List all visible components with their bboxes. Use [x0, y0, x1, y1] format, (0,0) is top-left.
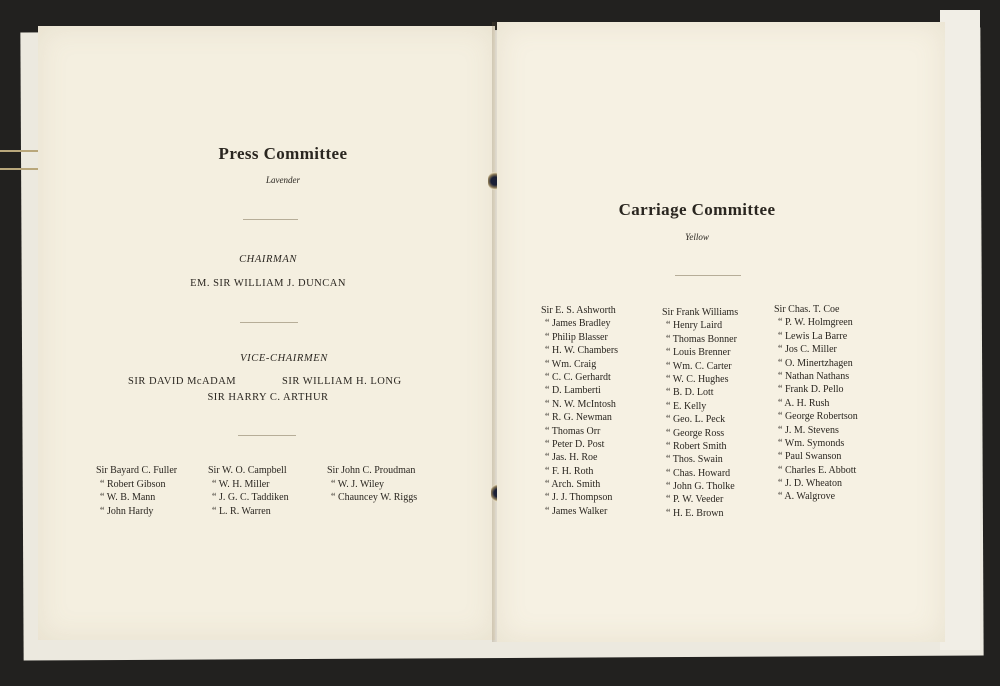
member-name: “ Chauncey W. Riggs	[331, 492, 418, 503]
member-name: “ H. W. Chambers	[545, 345, 619, 357]
member-name: “ Arch. Smith	[545, 479, 601, 491]
member-name: “ Paul Swanson	[778, 451, 842, 463]
divider	[240, 322, 298, 323]
member-name: “ Jas. H. Roe	[545, 452, 598, 464]
binding-string	[0, 150, 40, 170]
member-name: “ Thos. Swain	[666, 454, 723, 466]
vice-chairman-2: SIR WILLIAM H. LONG	[282, 376, 402, 387]
member-name: “ J. M. Stevens	[778, 424, 839, 436]
carriage-column-1	[541, 304, 618, 518]
member-name: “ Louis Brenner	[666, 347, 731, 359]
member-name: “ James Walker	[545, 505, 608, 517]
member-name: “ Peter D. Post	[545, 438, 605, 450]
divider	[675, 275, 741, 276]
press-column-2	[208, 464, 289, 518]
chairman-heading: CHAIRMAN	[239, 254, 297, 265]
member-name: “ Henry Laird	[666, 320, 723, 332]
member-name: “ A. Walgrove	[778, 491, 836, 503]
carriage-committee-title: Carriage Committee	[618, 200, 776, 219]
member-name: “ George Robertson	[778, 411, 858, 423]
member-name: “ E. Kelly	[666, 400, 707, 412]
vice-chairman-3: SIR HARRY C. ARTHUR	[207, 392, 329, 403]
member-name: “ D. Lamberti	[545, 385, 601, 397]
member-name: “ W. B. Mann	[100, 492, 156, 503]
back-sheet-edge	[940, 10, 980, 650]
press-committee-color: Lavender	[266, 175, 300, 185]
member-name: “ John G. Tholke	[666, 481, 735, 493]
member-name: “ J. J. Thompson	[545, 492, 613, 504]
member-name: “ Robert Gibson	[100, 478, 166, 490]
member-name: “ O. Minertzhagen	[778, 357, 853, 369]
member-name: “ John Hardy	[100, 505, 154, 517]
member-name: Sir E. S. Ashworth	[541, 305, 616, 316]
press-column-1	[96, 464, 177, 518]
member-name: “ George Ross	[666, 427, 725, 439]
carriage-column-2	[662, 306, 738, 520]
member-name: “ L. R. Warren	[212, 505, 271, 517]
member-name: Sir Chas. T. Coe	[774, 304, 840, 315]
member-name: “ Wm. C. Carter	[666, 360, 732, 372]
right-page	[497, 22, 945, 642]
member-name: “ Wm. Symonds	[778, 437, 845, 449]
member-name: Sir Bayard C. Fuller	[96, 465, 178, 476]
member-name: “ J. D. Wheaton	[778, 478, 842, 490]
divider	[243, 219, 298, 220]
left-page	[38, 26, 495, 640]
member-name: “ Geo. L. Peck	[666, 414, 726, 426]
member-name: Sir W. O. Campbell	[208, 465, 287, 476]
member-name: “ A. H. Rush	[778, 397, 830, 409]
chairman-name: EM. SIR WILLIAM J. DUNCAN	[190, 278, 346, 289]
member-name: “ H. E. Brown	[666, 507, 724, 519]
member-name: “ R. G. Newman	[545, 412, 612, 424]
member-name: “ Thomas Bonner	[666, 333, 737, 345]
member-name: “ Charles E. Abbott	[778, 464, 857, 476]
member-name: “ Frank D. Pello	[778, 384, 844, 396]
member-name: “ Nathan Nathans	[778, 370, 850, 382]
carriage-committee-color: Yellow	[685, 232, 709, 242]
member-name: “ Chas. Howard	[666, 467, 731, 479]
member-name: “ Thomas Orr	[545, 425, 601, 437]
member-name: “ W. C. Hughes	[666, 373, 729, 385]
divider	[238, 435, 296, 436]
member-name: “ W. J. Wiley	[331, 478, 385, 490]
vice-chairman-1: SIR DAVID McADAM	[128, 376, 237, 387]
member-name: “ P. W. Holmgreen	[778, 317, 853, 329]
vice-chairmen-heading: VICE-CHAIRMEN	[240, 353, 328, 364]
press-committee-title: Press Committee	[218, 144, 348, 163]
member-name: “ Wm. Craig	[545, 358, 597, 370]
member-name: “ Lewis La Barre	[778, 330, 848, 342]
carriage-column-3	[774, 303, 858, 504]
member-name: “ James Bradley	[545, 318, 611, 330]
member-name: Sir John C. Proudman	[327, 465, 416, 476]
member-name: “ N. W. McIntosh	[545, 398, 616, 410]
member-name: “ Philip Blasser	[545, 331, 608, 343]
member-name: “ C. C. Gerhardt	[545, 371, 611, 383]
member-name: “ J. G. C. Taddiken	[212, 492, 289, 503]
member-name: “ W. H. Miller	[212, 478, 270, 490]
member-name: “ F. H. Roth	[545, 465, 594, 477]
member-name: “ B. D. Lott	[666, 387, 714, 399]
press-column-3	[327, 464, 417, 505]
member-name: “ Robert Smith	[666, 440, 727, 452]
member-name: Sir Frank Williams	[662, 307, 739, 318]
member-name: “ Jos C. Miller	[778, 344, 837, 356]
member-name: “ P. W. Veeder	[666, 494, 724, 506]
